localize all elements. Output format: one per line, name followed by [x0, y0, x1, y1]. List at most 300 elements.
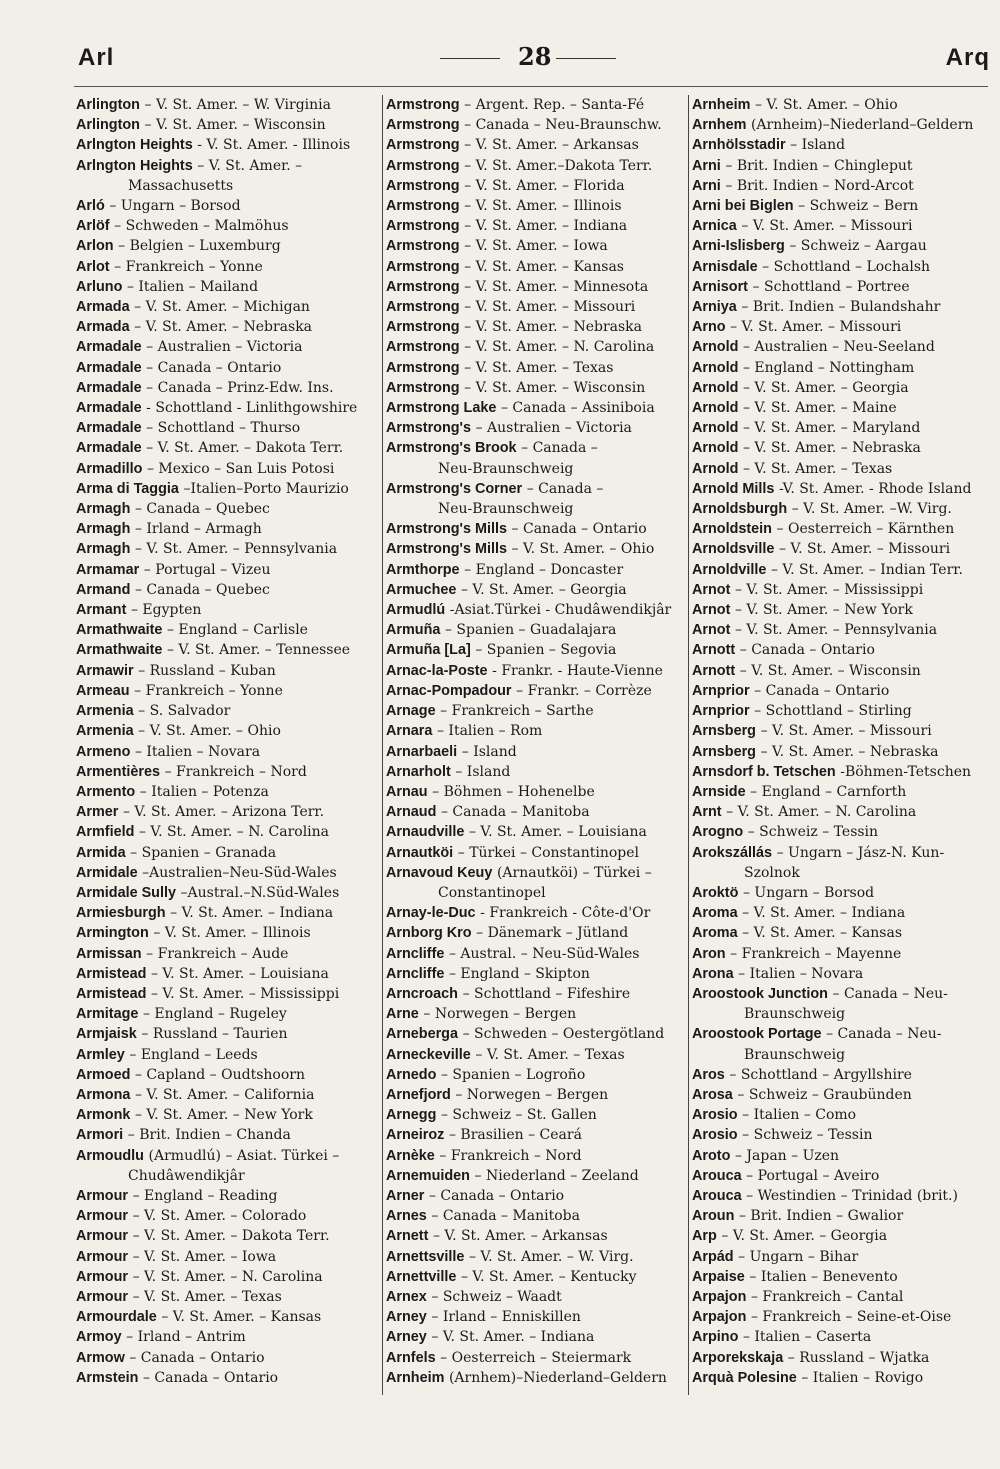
- gazetteer-entry: [386, 135, 686, 155]
- gazetteer-entry: [386, 1045, 686, 1065]
- entry-headword: Arokszállás: [692, 844, 772, 861]
- gazetteer-entry: [386, 944, 686, 964]
- gazetteer-entry: [692, 1368, 992, 1388]
- gazetteer-entry: [76, 317, 376, 337]
- entry-location: – V. St. Amer. – Pennsylvania: [734, 622, 938, 639]
- entry-headword: Armonk: [76, 1107, 131, 1124]
- entry-location: – Canada – Neu-: [832, 985, 948, 1002]
- entry-location: – V. St. Amer. – W. Virg.: [468, 1248, 634, 1265]
- entry-headword: Arni bei Biglen: [692, 198, 794, 215]
- entry-headword: Armuña: [386, 622, 441, 639]
- gazetteer-entry: [386, 762, 686, 782]
- entry-headword: Arneberga: [386, 1026, 458, 1043]
- gazetteer-entry: [386, 640, 686, 660]
- entry-headword: Arnott: [692, 642, 736, 659]
- gazetteer-entry: [76, 1085, 376, 1105]
- entry-location: – Japan – Uzen: [734, 1147, 840, 1164]
- gazetteer-entry: [692, 358, 992, 378]
- entry-headword: Armiesburgh: [76, 905, 166, 922]
- entry-headword: Arnsdorf b. Tetschen: [692, 763, 836, 780]
- entry-location: –Australien–Neu-Süd-Wales: [142, 864, 337, 881]
- entry-headword: Arnemuiden: [386, 1167, 470, 1184]
- entry-location: (Armudlú) – Asiat. Türkei –: [148, 1147, 340, 1164]
- gazetteer-entry: [386, 701, 686, 721]
- entry-location: - V. St. Amer. - Illinois: [197, 137, 351, 154]
- entry-location: – V. St. Amer. – Louisiana: [468, 824, 647, 841]
- entry-location: – V. St. Amer. – California: [134, 1086, 315, 1103]
- gazetteer-entry: [692, 1348, 992, 1368]
- entry-headword: Arlington: [76, 97, 140, 113]
- gazetteer-entry: [692, 418, 992, 438]
- entry-headword: Armstrong: [386, 299, 460, 316]
- entry-headword: Arnsberg: [692, 743, 756, 760]
- header-divider: [74, 86, 988, 87]
- entry-location: – Frankreich – Sarthe: [440, 703, 594, 720]
- entry-headword: Arnold: [692, 379, 739, 396]
- entry-headword: Arni-Islisberg: [692, 238, 785, 255]
- gazetteer-entry: [386, 1146, 686, 1166]
- gazetteer-entry: [692, 499, 992, 519]
- gazetteer-entry: [692, 1004, 992, 1024]
- gazetteer-entry: [386, 560, 686, 580]
- entry-location: – Schweiz – Aargau: [789, 238, 927, 255]
- entry-headword: Arnot: [692, 602, 731, 619]
- gazetteer-entry: [692, 620, 992, 640]
- entry-headword: Arnt: [692, 804, 722, 821]
- entry-location: Constantinopel: [438, 884, 546, 901]
- entry-location: – V. St. Amer. – Indiana: [742, 905, 906, 922]
- entry-headword: Armthorpe: [386, 561, 460, 578]
- entry-headword: Arnott: [692, 662, 736, 679]
- entry-location: – Schweiz – St. Gallen: [440, 1107, 597, 1124]
- entry-location: - Frankr. - Haute-Vienne: [492, 662, 663, 679]
- entry-location: – V. St. Amer. – Missouri: [464, 299, 636, 316]
- entry-location: – V. St. Amer. – Minnesota: [464, 278, 649, 295]
- entry-location: – V. St. Amer. – Indiana: [431, 1329, 595, 1346]
- entry-location: – V. St. Amer. – Arizona Terr.: [122, 804, 325, 821]
- gazetteer-entry: [76, 337, 376, 357]
- entry-headword: Armidale Sully: [76, 884, 176, 901]
- gazetteer-entry: [76, 499, 376, 519]
- gazetteer-entry: [76, 1307, 376, 1327]
- gazetteer-entry: [76, 95, 376, 115]
- entry-location: – Italien – Novara: [134, 743, 261, 760]
- entry-location: – Canada – Prinz-Edw. Ins.: [146, 379, 334, 396]
- gazetteer-entry: [76, 1206, 376, 1226]
- gazetteer-entry: [76, 640, 376, 660]
- entry-headword: Arney: [386, 1309, 427, 1326]
- entry-location: – Schweiz – Tessin: [747, 824, 879, 841]
- entry-headword: Arnheim: [692, 97, 751, 113]
- entry-location: – Australien – Victoria: [475, 420, 632, 437]
- gazetteer-entry: [386, 883, 686, 903]
- gazetteer-entry: [76, 539, 376, 559]
- entry-location: -Asiat.Türkei - Chudâwendikjâr: [449, 602, 672, 619]
- entry-location: – Island: [461, 743, 517, 760]
- entry-location: – V. St. Amer. – Mississippi: [150, 985, 340, 1002]
- entry-location: – V. St. Amer. – Georgia: [460, 581, 627, 598]
- gazetteer-entry: [386, 317, 686, 337]
- gazetteer-entry: [76, 964, 376, 984]
- entry-headword: Arnica: [692, 218, 737, 235]
- gazetteer-entry: [76, 257, 376, 277]
- entry-location: – Canada –: [521, 440, 598, 457]
- gazetteer-entry: [76, 438, 376, 458]
- entry-headword: Armjaisk: [76, 1026, 137, 1043]
- entry-location: – V. St. Amer. – Colorado: [132, 1208, 307, 1225]
- entry-headword: Armstrong: [386, 379, 460, 396]
- entry-headword: Arnold: [692, 359, 739, 376]
- entry-location: – Italien – Benevento: [749, 1268, 898, 1285]
- entry-headword: Armida: [76, 844, 126, 861]
- entry-location: – Schweden – Oestergötland: [462, 1026, 665, 1043]
- entry-location: – England – Carnforth: [750, 783, 907, 800]
- gazetteer-entry: [692, 1206, 992, 1226]
- entry-headword: Armour: [76, 1228, 128, 1245]
- entry-location: – Egypten: [130, 602, 202, 619]
- entry-headword: Aroto: [692, 1147, 731, 1164]
- entry-location: – Schottland – Portree: [752, 278, 910, 295]
- gazetteer-entry: [76, 1004, 376, 1024]
- entry-location: –Austral.–N.Süd-Wales: [180, 884, 340, 901]
- entry-location: – V. St. Amer. – Wisconsin: [739, 662, 921, 679]
- entry-headword: Arma di Taggia: [76, 480, 179, 497]
- gazetteer-entry: [76, 519, 376, 539]
- entry-headword: Arogno: [692, 824, 744, 841]
- gazetteer-entry: [386, 459, 686, 479]
- gazetteer-entry: [76, 378, 376, 398]
- gazetteer-entry: [386, 358, 686, 378]
- gazetteer-entry: [386, 176, 686, 196]
- entry-headword: Armori: [76, 1127, 124, 1144]
- gazetteer-entry: [76, 944, 376, 964]
- entry-headword: Arnoldville: [692, 561, 767, 578]
- gazetteer-entry: [386, 1307, 686, 1327]
- gazetteer-entry: [76, 863, 376, 883]
- entry-headword: Armadale: [76, 359, 142, 376]
- gazetteer-entry: [692, 742, 992, 762]
- gazetteer-entry: [76, 135, 376, 155]
- gazetteer-entry: [386, 1085, 686, 1105]
- entry-headword: Arnsberg: [692, 723, 756, 740]
- entry-location: – Ungarn – Jász-N. Kun-: [776, 844, 945, 861]
- header-rule-right: [556, 58, 616, 59]
- gazetteer-entry: [386, 661, 686, 681]
- gazetteer-entry: [692, 843, 992, 863]
- gazetteer-entry: [692, 236, 992, 256]
- entry-headword: Armeau: [76, 682, 130, 699]
- entry-headword: Arpád: [692, 1248, 734, 1265]
- gazetteer-entry: [76, 984, 376, 1004]
- gazetteer-entry: [692, 438, 992, 458]
- entry-headword: Armstrong: [386, 218, 460, 235]
- entry-location: – Böhmen – Hohenelbe: [432, 783, 595, 800]
- entry-location: – Mexico – San Luis Potosi: [146, 460, 335, 477]
- gazetteer-entry: [76, 1247, 376, 1267]
- entry-headword: Armstrong's Brook: [386, 440, 517, 457]
- entry-location: – V. St. Amer. – Dakota Terr.: [132, 1228, 330, 1245]
- entry-location: – Brit. Indien – Bulandshahr: [741, 299, 941, 316]
- entry-headword: Arnettville: [386, 1268, 457, 1285]
- entry-headword: Arlöf: [76, 218, 110, 235]
- entry-location: – V. St. Amer. – Illinois: [153, 925, 311, 942]
- gazetteer-entry: [692, 317, 992, 337]
- entry-location: – Ungarn – Borsod: [742, 884, 875, 901]
- entry-headword: Armoed: [76, 1066, 131, 1083]
- entry-headword: Arnac-Pompadour: [386, 682, 512, 699]
- entry-headword: Armadillo: [76, 460, 143, 477]
- gazetteer-entry: [76, 156, 376, 176]
- gazetteer-entry: [386, 620, 686, 640]
- gazetteer-entry: [386, 721, 686, 741]
- gazetteer-entry: [76, 216, 376, 236]
- gazetteer-entry: [76, 196, 376, 216]
- gazetteer-entry: [386, 843, 686, 863]
- entry-location: -Böhmen-Tetschen: [840, 763, 972, 780]
- entry-headword: Arneiroz: [386, 1127, 445, 1144]
- entry-location: – V. St. Amer. – Indiana: [464, 218, 628, 235]
- entry-location: – V. St. Amer. – Missouri: [760, 723, 932, 740]
- entry-headword: Arnavoud Keuy: [386, 864, 493, 881]
- entry-location: – Canada – Manitoba: [440, 804, 590, 821]
- header-catchword-left: Arl: [78, 44, 115, 71]
- entry-location: – V. St. Amer. – Ohio: [138, 723, 281, 740]
- entry-location: – Schottland – Thurso: [146, 420, 301, 437]
- entry-headword: Arosa: [692, 1086, 733, 1103]
- entry-headword: Arni: [692, 157, 721, 174]
- entry-location: – V. St. Amer. – Mississippi: [734, 581, 924, 598]
- entry-location: – Schottland – Lochalsh: [762, 258, 931, 275]
- gazetteer-entry: [692, 883, 992, 903]
- entry-headword: Arpino: [692, 1329, 739, 1346]
- entry-headword: Armstrong: [386, 117, 460, 134]
- entry-headword: Aroostook Portage: [692, 1026, 822, 1043]
- entry-headword: Armuña [La]: [386, 642, 471, 659]
- gazetteer-entry: [76, 923, 376, 943]
- entry-headword: Armawir: [76, 662, 134, 679]
- entry-location: – Schottland – Fifeshire: [462, 985, 631, 1002]
- gazetteer-entry: [76, 1327, 376, 1347]
- entry-location: – Frankreich – Yonne: [114, 258, 263, 275]
- entry-headword: Armamar: [76, 561, 140, 578]
- gazetteer-entry: [386, 277, 686, 297]
- gazetteer-entry: [692, 1226, 992, 1246]
- gazetteer-entry: [386, 903, 686, 923]
- entry-headword: Armstrong's: [386, 420, 471, 437]
- gazetteer-entry: [76, 479, 376, 499]
- entry-location: – Frankreich – Mayenne: [730, 945, 902, 962]
- entry-location: – V. St. Amer. – Iowa: [464, 238, 608, 255]
- entry-headword: Arpajon: [692, 1309, 747, 1326]
- entry-location: – England – Reading: [132, 1187, 278, 1204]
- entry-location: – Spanien – Logroño: [440, 1066, 586, 1083]
- entry-headword: Armenia: [76, 723, 134, 740]
- entry-headword: Armathwaite: [76, 642, 163, 659]
- gazetteer-entry: [692, 560, 992, 580]
- gazetteer-entry: [76, 358, 376, 378]
- entry-location: – V. St. Amer. – Tennessee: [166, 642, 351, 659]
- entry-headword: Arnheim: [386, 1369, 445, 1386]
- gazetteer-entry: [386, 378, 686, 398]
- entry-headword: Armstrong: [386, 97, 460, 113]
- gazetteer-entry: [386, 499, 686, 519]
- entry-location: – Brit. Indien – Nord-Arcot: [725, 177, 914, 194]
- entry-location: – Canada – Ontario: [146, 359, 282, 376]
- entry-location: – Ungarn – Borsod: [109, 198, 241, 215]
- entry-location: – Schweiz – Graubünden: [737, 1086, 912, 1103]
- entry-headword: Arney: [386, 1329, 427, 1346]
- entry-headword: Armoudlu: [76, 1147, 144, 1164]
- gazetteer-entry: [692, 984, 992, 1004]
- entry-headword: Armadale: [76, 339, 142, 356]
- entry-headword: Arnisdale: [692, 258, 758, 275]
- entry-location: – Irland – Antrim: [126, 1329, 246, 1346]
- gazetteer-entry: [386, 742, 686, 762]
- entry-location: – V. St. Amer. –W. Virg.: [791, 501, 952, 518]
- entry-headword: Arnoldstein: [692, 521, 772, 538]
- gazetteer-entry: [386, 802, 686, 822]
- entry-headword: Arncliffe: [386, 965, 445, 982]
- gazetteer-entry: [76, 1065, 376, 1085]
- gazetteer-entry: [76, 802, 376, 822]
- entry-location: – Oesterreich – Steiermark: [440, 1349, 632, 1366]
- entry-location: – V. St. Amer. – Nebraska: [134, 319, 313, 336]
- entry-headword: Arnprior: [692, 682, 750, 699]
- entry-headword: Armstrong: [386, 278, 460, 295]
- gazetteer-entry: [386, 398, 686, 418]
- gazetteer-entry: [386, 479, 686, 499]
- entry-location: – Italien – Rom: [436, 723, 543, 740]
- gazetteer-entry: [692, 378, 992, 398]
- entry-headword: Arnage: [386, 703, 436, 720]
- entry-headword: Armstrong Lake: [386, 400, 497, 417]
- gazetteer-entry: [386, 923, 686, 943]
- entry-headword: Arnaudville: [386, 824, 465, 841]
- entry-headword: Armona: [76, 1086, 131, 1103]
- entry-headword: Arne: [386, 1006, 419, 1023]
- gazetteer-entry: [76, 1267, 376, 1287]
- gazetteer-entry: [386, 1125, 686, 1145]
- entry-location: – Irland – Enniskillen: [431, 1309, 581, 1326]
- gazetteer-entry: [76, 1368, 376, 1388]
- gazetteer-entry: [76, 782, 376, 802]
- entry-location: – Spanien – Granada: [130, 844, 277, 861]
- gazetteer-entry: [692, 661, 992, 681]
- entry-headword: Armow: [76, 1349, 125, 1366]
- entry-location: – Frankr. – Corrèze: [516, 682, 652, 699]
- gazetteer-entry: [386, 1247, 686, 1267]
- entry-location: – Spanien – Guadalajara: [444, 622, 617, 639]
- gazetteer-entry: [76, 459, 376, 479]
- entry-headword: Armstrong: [386, 339, 460, 356]
- entry-location: Szolnok: [744, 864, 800, 881]
- entry-headword: Arnhem: [692, 117, 747, 134]
- entry-location: (Arnautköi) – Türkei –: [496, 864, 652, 881]
- entry-headword: Arno: [692, 319, 726, 336]
- entry-headword: Arncliffe: [386, 945, 445, 962]
- entry-headword: Armagh: [76, 541, 131, 558]
- gazetteer-entry: [692, 863, 992, 883]
- entry-headword: Armour: [76, 1208, 128, 1225]
- entry-headword: Armstrong: [386, 238, 460, 255]
- entry-location: – Belgien – Luxemburg: [118, 238, 281, 255]
- entry-location: – V. St. Amer. – Kansas: [742, 925, 903, 942]
- entry-location: – V. St. Amer. – W. Virginia: [144, 97, 331, 113]
- gazetteer-entry: [76, 903, 376, 923]
- entry-headword: Armstrong: [386, 137, 460, 154]
- entry-location: – Canada – Neu-: [826, 1026, 942, 1043]
- entry-headword: Armstrong: [386, 177, 460, 194]
- entry-location: – V. St. Amer. – Texas: [464, 359, 614, 376]
- entry-location: (Arnheim)–Niederland–Geldern: [750, 117, 974, 134]
- entry-location: – England – Nottingham: [742, 359, 915, 376]
- entry-location: – England – Doncaster: [464, 561, 624, 578]
- entry-location: – V. St. Amer. – New York: [734, 602, 913, 619]
- entry-location: – Canada – Ontario: [739, 642, 875, 659]
- entry-location: – Frankreich – Seine-et-Oise: [750, 1309, 952, 1326]
- entry-headword: Armistead: [76, 965, 147, 982]
- entry-headword: Armour: [76, 1248, 128, 1265]
- gazetteer-entry: [386, 863, 686, 883]
- entry-headword: Aroma: [692, 905, 738, 922]
- entry-location: Neu-Braunschweig: [438, 501, 574, 518]
- gazetteer-entry: [692, 95, 992, 115]
- entry-headword: Armidale: [76, 864, 138, 881]
- entry-location: – Russland – Wjatka: [787, 1349, 930, 1366]
- entry-headword: Arnegg: [386, 1107, 437, 1124]
- entry-location: (Arnhem)–Niederland–Geldern: [448, 1369, 667, 1386]
- gazetteer-entry: [692, 277, 992, 297]
- gazetteer-entry: [386, 1327, 686, 1347]
- gazetteer-entry: [692, 1247, 992, 1267]
- gazetteer-entry: [76, 1348, 376, 1368]
- gazetteer-entry: [692, 681, 992, 701]
- entry-location: – Schweiz – Waadt: [431, 1288, 562, 1305]
- entry-headword: Arnay-le-Duc: [386, 905, 476, 922]
- gazetteer-entry: [386, 337, 686, 357]
- entry-location: – V. St. Amer. – Dakota Terr.: [146, 440, 344, 457]
- entry-headword: Arnfels: [386, 1349, 436, 1366]
- entry-headword: Armant: [76, 602, 127, 619]
- entry-headword: Arner: [386, 1187, 425, 1204]
- gazetteer-entry: [386, 1368, 686, 1388]
- entry-location: – V. St. Amer. – N. Carolina: [138, 824, 330, 841]
- entry-location: – V. St. Amer. – Kansas: [464, 258, 624, 275]
- entry-headword: Arpajon: [692, 1288, 747, 1305]
- entry-headword: Arp: [692, 1228, 717, 1245]
- gazetteer-entry: [692, 1287, 992, 1307]
- entry-headword: Arnes: [386, 1208, 427, 1225]
- gazetteer-entry: [386, 681, 686, 701]
- gazetteer-entry: [386, 1226, 686, 1246]
- entry-location: – Türkei – Constantinopel: [457, 844, 639, 861]
- entry-location: – Australien – Neu-Seeland: [742, 339, 935, 356]
- gazetteer-entry: [76, 176, 376, 196]
- gazetteer-entry: [386, 156, 686, 176]
- entry-location: – Italien – Potenza: [139, 783, 269, 800]
- entry-headword: Arlot: [76, 258, 110, 275]
- entry-location: – Schweiz – Bern: [798, 198, 919, 215]
- header-catchword-right: Arq: [945, 44, 990, 71]
- entry-headword: Arnau: [386, 783, 428, 800]
- entry-headword: Armer: [76, 804, 119, 821]
- entry-headword: Armenia: [76, 703, 134, 720]
- entry-location: - Frankreich - Côte-d'Or: [480, 905, 651, 922]
- entry-location: – Dänemark – Jütland: [476, 925, 629, 942]
- entry-location: – V. St. Amer. – Georgia: [721, 1228, 888, 1245]
- gazetteer-entry: [386, 1004, 686, 1024]
- entry-headword: Aroktö: [692, 884, 739, 901]
